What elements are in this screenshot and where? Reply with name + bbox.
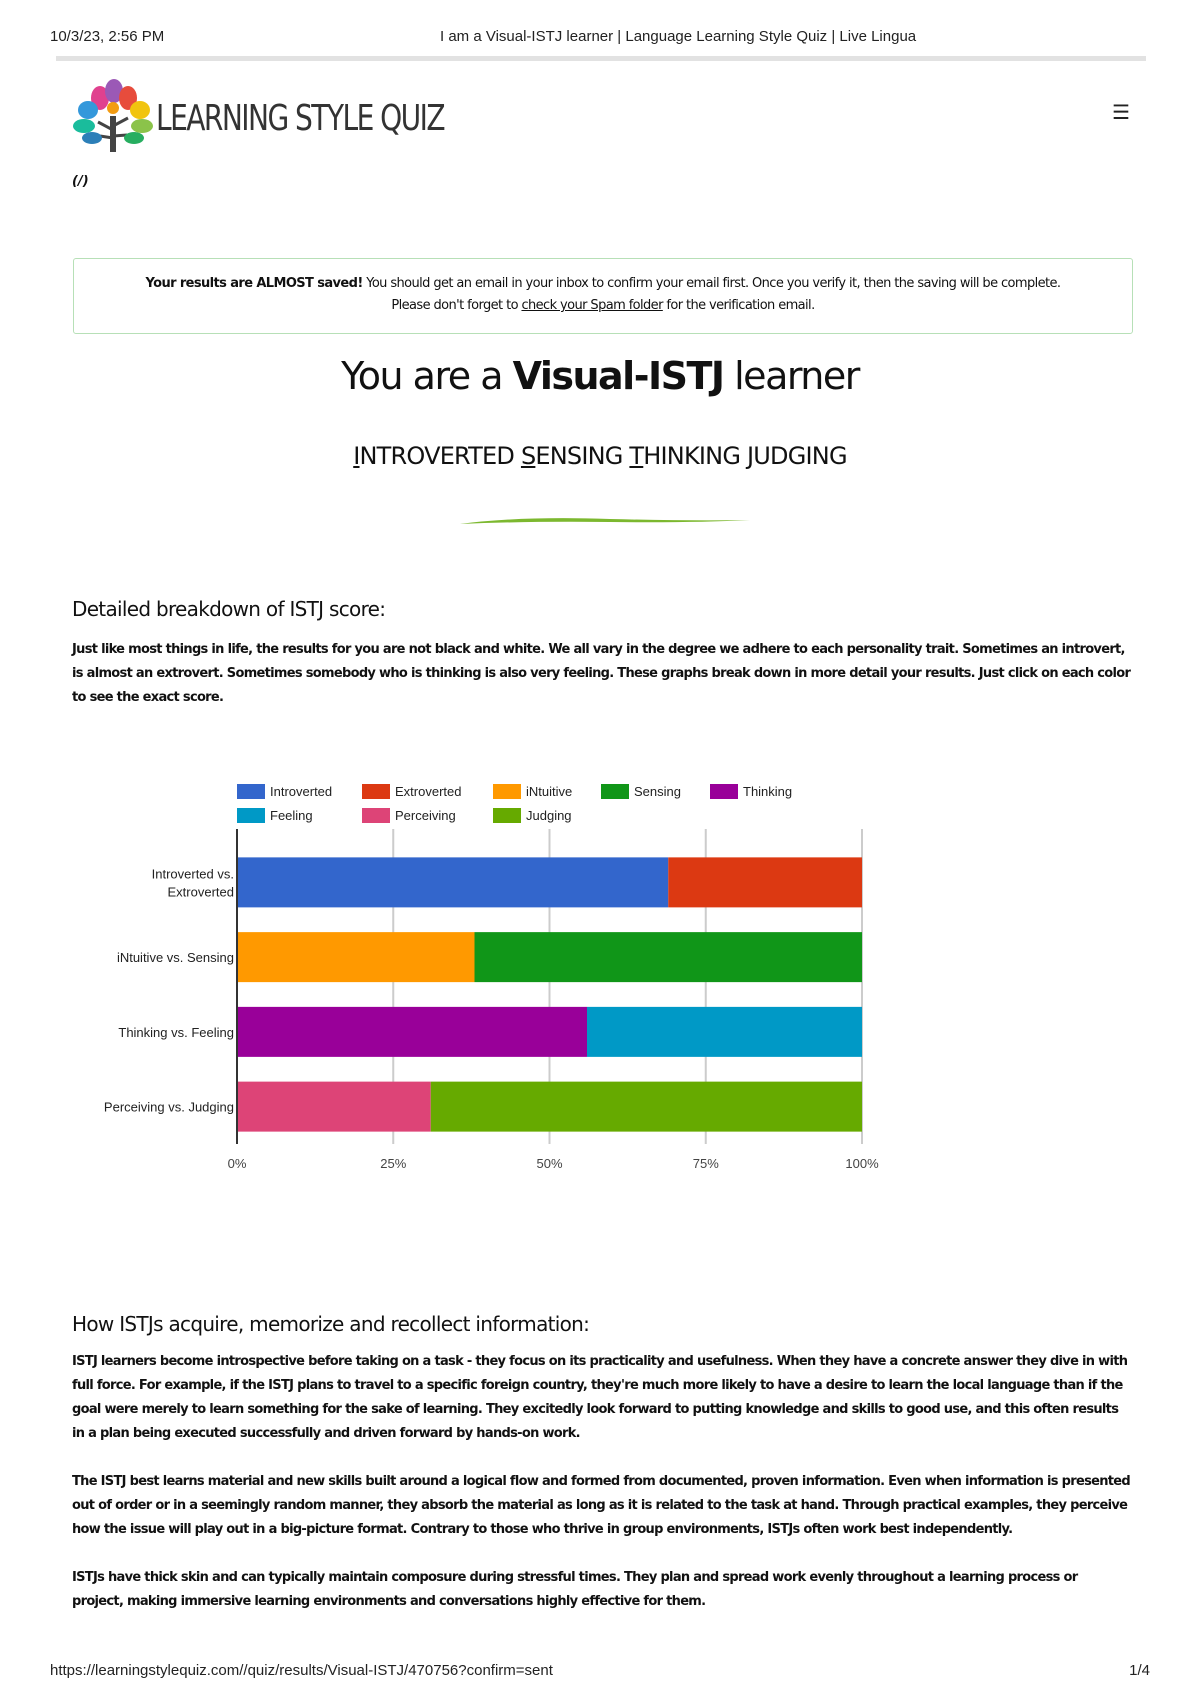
bar-segment — [668, 857, 862, 907]
x-tick-label: 100% — [845, 1156, 879, 1171]
acquire-paragraph-1: ISTJ learners become introspective before taking on a task - they focus on its practicality and usefulness. When they have a concrete answer they dive in with full force. For example, if the ISTJ plans to travel to a specific foreign country, they're much more likely to have a desire to learn the local language than if the goal were merely to learn something for the sake of learning. They excitedly look forward to putting knowledge and skills to good use, and this often results in a plan being executed successfully and driven forward by hands-on work. — [72, 1354, 1128, 1441]
save-notice-banner — [73, 258, 1133, 334]
result-prefix: You are a — [341, 354, 513, 398]
subhead-initial: S — [520, 442, 536, 470]
bar-segment — [475, 932, 863, 982]
acquire-title: How ISTJs acquire, memorize and recollect information: — [72, 1312, 590, 1336]
result-headline — [0, 354, 1200, 398]
legend-label: Perceiving — [395, 808, 456, 823]
breakdown-title: Detailed breakdown of ISTJ score: — [72, 597, 386, 621]
tree-logo-icon — [70, 78, 160, 158]
subhead-rest: ENSING — [535, 442, 623, 470]
top-divider — [56, 56, 1146, 61]
y-category-label: Perceiving vs. Judging — [103, 1099, 234, 1115]
logo-wordmark: LEARNING STYLE QUIZ — [156, 98, 445, 139]
legend-label: Extroverted — [395, 784, 462, 799]
print-page-title: I am a Visual-ISTJ learner | Language Learning Style Quiz | Live Lingua — [440, 28, 917, 45]
print-header — [50, 28, 1150, 48]
legend-swatch — [362, 808, 390, 823]
legend-label: Judging — [526, 808, 572, 823]
legend-swatch — [237, 784, 265, 799]
x-tick-label: 75% — [692, 1156, 719, 1171]
subhead-rest: NTROVERTED — [359, 442, 515, 470]
bar-segment — [237, 1007, 587, 1057]
bar-segment — [237, 857, 668, 907]
notice-text-2: Please don't forget to — [391, 298, 522, 313]
notice-line-2 — [74, 295, 1132, 317]
subhead-initial: I — [353, 442, 360, 470]
legend-swatch — [710, 784, 738, 799]
legend-swatch — [362, 784, 390, 799]
subhead-initial: T — [629, 442, 644, 470]
legend-swatch — [493, 784, 521, 799]
bar-segment — [237, 932, 475, 982]
site-logo[interactable] — [70, 78, 445, 158]
legend-swatch — [601, 784, 629, 799]
result-suffix: learner — [723, 354, 859, 398]
print-datetime: 10/3/23, 2:56 PM — [50, 28, 165, 45]
x-tick-label: 0% — [227, 1156, 247, 1171]
print-page-number: 1/4 — [1129, 1662, 1150, 1679]
notice-text-3: for the verification email. — [662, 298, 815, 313]
subhead-initial: J — [746, 442, 754, 470]
legend-label: iNtuitive — [526, 784, 573, 799]
y-category-label: Introverted vs. — [151, 866, 234, 882]
bar-segment — [431, 1082, 862, 1132]
subhead-rest: UDGING — [753, 442, 847, 470]
acquire-paragraph-3: ISTJs have thick skin and can typically maintain composure during stressful times. They plan and spread work evenly throughout a learning process or project, making immersive learning environments and conversations highly effective for them. — [72, 1570, 1078, 1609]
y-category-label: Thinking vs. Feeling — [118, 1024, 234, 1040]
result-type: Visual-ISTJ — [512, 354, 724, 398]
x-tick-label: 25% — [380, 1156, 407, 1171]
home-link[interactable]: (/) — [72, 174, 89, 189]
notice-line-1 — [74, 273, 1132, 295]
legend-swatch — [237, 808, 265, 823]
x-tick-label: 50% — [536, 1156, 563, 1171]
notice-bold: Your results are ALMOST saved! — [145, 276, 363, 291]
bar-segment — [237, 1082, 431, 1132]
spam-folder-link[interactable]: check your Spam folder — [521, 298, 663, 313]
y-category-label: Extroverted — [167, 884, 234, 900]
bar-segment — [587, 1007, 862, 1057]
subhead-rest: HINKING — [643, 442, 741, 470]
legend-label: Sensing — [634, 784, 681, 799]
legend-label: Introverted — [270, 784, 333, 799]
legend-label: Thinking — [743, 784, 793, 799]
hamburger-menu-icon[interactable]: ☰ — [1112, 100, 1130, 124]
acquire-paragraph-2: The ISTJ best learns material and new skills built around a logical flow and formed from documented, proven information. Even when information is presented out of order or in a seemingly random manner, they absorb the material as long as it is related to the task at hand. Through practical examples, they perceive how the issue will play out in a big-picture format. Contrary to those who thrive in group environments, ISTJs often work best independently. — [72, 1474, 1131, 1537]
green-swoosh-divider — [460, 515, 750, 529]
type-expansion — [0, 442, 1200, 470]
legend-label: Feeling — [270, 808, 313, 823]
breakdown-text: Just like most things in life, the results for you are not black and white. We all vary in the degree we adhere to each personality trait. Sometimes an introvert, is almost an extrovert. Sometimes somebody who is thinking is also very feeling. These graphs break down in more detail your results. Just click on each color to see the exact score. — [72, 642, 1131, 705]
score-breakdown-chart[interactable] — [80, 775, 920, 1195]
notice-text-1: You should get an email in your inbox to confirm your email first. Once you verify it, then the saving will be complete. — [362, 276, 1061, 291]
y-category-label: iNtuitive vs. Sensing — [116, 950, 234, 966]
print-url: https://learningstylequiz.com//quiz/results/Visual-ISTJ/470756?confirm=sent — [50, 1662, 553, 1679]
print-footer — [50, 1662, 1150, 1682]
legend-swatch — [493, 808, 521, 823]
site-header — [70, 78, 1140, 168]
